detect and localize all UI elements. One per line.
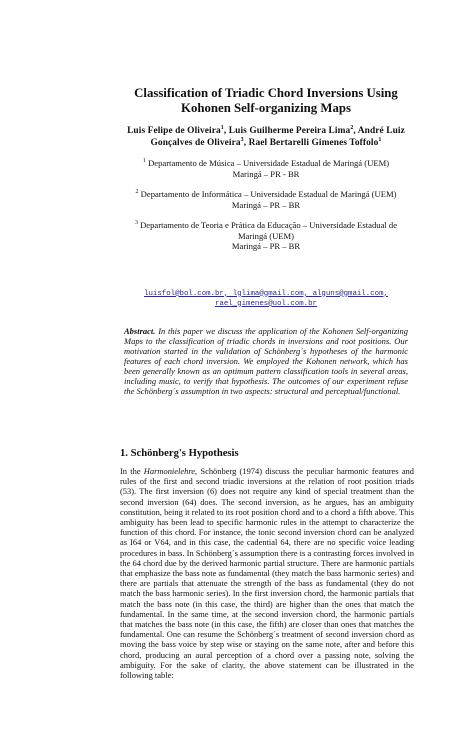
section-paragraph: In the Harmonielehre, Schönberg (1974) discuss the peculiar harmonic features and rules of the first and second triadic inversions at the relation of root position triads (53). The first inversion (6) does not require any kind of special treatment than the second inversion (64) does. The second inversion, as he argues, has an ambiguity constitution, being it related to its root position chord and to a chord a fifth above. This ambiguity has been lead to specific harmonic rules in the attempt to characterize the function of this chord. For instance, the tonic second inversion chord can be analyzed as I64 or V64, and in this case, the cadential 64, there are no specific voice leading procedures in bass. In Schönberg´s assumption there is a contrasting forces involved in the 64 chord due by the derived harmonic partial structure. There are harmonic partials that emphasize the bass note as fundamental (they match the bass harmonic series) and there are partials that attenuate the strength of the bass as fundamental (they do not match the bass harmonic series). In the first inversion chord, the harmonic partials that match the bass note (in this case, the third) are higher than the ones that match the fundamental. In the same time, at the second inversion chord, the harmonic partials that matches the bass note (in this case, the fifth) are closer than ones that matches the fundamental. One can resume the Schönberg´s treatment of second inversion chord as moving the bass voice by step wise or staying on the same note, after and before this chord, producing an aural perception of a chord over a passing note, solving the ambiguity. For the sake of clarity, the above statement can be illustrated in the following table: xyxy=(120,466,414,681)
affiliation: $^2$ Departamento de Informática – Universidade Estadual de Maringá (UEM) Maringá – PR – BR xyxy=(135,189,397,210)
abstract xyxy=(124,326,408,397)
abstract-label: Abstract. xyxy=(124,325,156,336)
section-heading: 1. Schönberg's Hypothesis xyxy=(120,448,239,459)
author: Luis Guilherme Pereira Lima$^2$, xyxy=(228,124,358,136)
author: Luis Felipe de Oliveira$^1$, xyxy=(127,124,229,136)
author-list xyxy=(120,126,412,149)
author: Rael Bertarelli Gimenes Toffolo$^1$ xyxy=(248,136,382,148)
affiliation: $^1$ Departamento de Música – Universidade Estadual de Maringá (UEM) Maringá – PR - BR xyxy=(142,158,390,179)
email-line[interactable]: luisfol@bol.com.br, lglima@gmail.com, alguns@gmail.com, xyxy=(144,289,388,298)
abstract-text: In this paper we discuss the application of the Kohonen Self-organizing Maps to the classification of triadic chords in inversions and root positions. Our motivation started in the validation of Schönberg´s hypotheses of the harmonic features of each chord inversion. We employed the Kohonen network, which has been generally known as an optimum pattern classification tools in several areas, including music, to verify that hypothesis. The outcomes of our experiment refuse the Schönberg´s assumption in two aspects: structural and perceptual/functional. xyxy=(124,325,408,397)
paper-title: Classification of Triadic Chord Inversions Using Kohonen Self-organizing Maps xyxy=(134,86,398,115)
email-list[interactable] xyxy=(120,289,412,309)
author: André Luiz Gonçalves de Oliveira$^3$, xyxy=(150,126,405,148)
affiliation: $^3$ Departamento de Teoria e Prática da Educação – Universidade Estadual de Maringá (UEM) Maringá – PR – BR xyxy=(134,220,398,251)
email-line[interactable]: rael_gimenes@uol.com.br xyxy=(214,299,317,308)
